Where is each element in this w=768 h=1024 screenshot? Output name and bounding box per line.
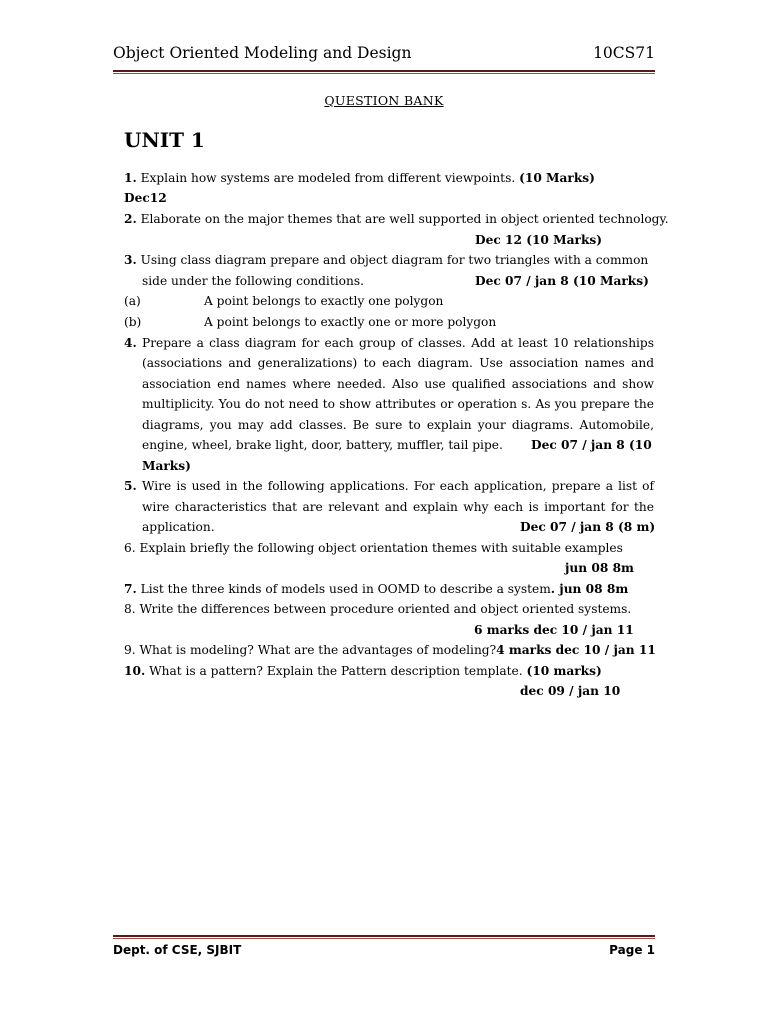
- unit-heading: UNIT 1: [124, 128, 205, 152]
- header-title: Object Oriented Modeling and Design: [113, 44, 412, 62]
- question-4-line-2: (associations and generalizations) to each diagram. Use association names and: [142, 356, 654, 370]
- question-text: What is a pattern? Explain the Pattern description template.: [149, 664, 523, 678]
- question-9: [124, 640, 656, 660]
- question-4-line-3: association end names where needed. Also use qualified associations and show: [142, 377, 654, 391]
- question-5-line-3: application.: [142, 520, 215, 534]
- footer-department: Dept. of CSE, SJBIT: [113, 943, 242, 957]
- question-number: 10.: [124, 664, 146, 678]
- question-4-number: 4.: [124, 336, 137, 350]
- question-4-marks: Dec 07 / jan 8 (10: [531, 438, 652, 452]
- question-marks: (10 marks): [526, 664, 602, 678]
- question-10: [124, 661, 602, 681]
- question-4-line-5: diagrams, you may add classes. Be sure to explain your diagrams. Automobile,: [142, 418, 654, 432]
- question-2-marks: Dec 12 (10 Marks): [475, 233, 603, 247]
- question-2: [124, 209, 669, 229]
- question-text: Using class diagram prepare and object diagram for two triangles with a common: [140, 253, 649, 267]
- page-header: [113, 44, 655, 70]
- question-3-line-2: side under the following conditions.: [142, 274, 364, 288]
- question-number: 8.: [124, 602, 136, 616]
- question-5-line-1: Wire is used in the following applications. For each application, prepare a list of: [142, 479, 654, 493]
- question-3-marks: Dec 07 / jan 8 (10 Marks): [475, 274, 649, 288]
- question-text: List the three kinds of models used in OOMD to describe a system: [140, 582, 551, 596]
- question-3-option-a: A point belongs to exactly one polygon: [204, 294, 444, 308]
- question-text: What is modeling? What are the advantages of modeling?: [139, 643, 497, 657]
- question-number: 6.: [124, 541, 136, 555]
- question-number: 9.: [124, 643, 136, 657]
- question-marks: . jun 08 8m: [550, 582, 629, 596]
- question-3-option-b: A point belongs to exactly one or more polygon: [204, 315, 497, 329]
- header-rule-thin: [113, 73, 655, 74]
- question-text: Explain how systems are modeled from different viewpoints.: [140, 171, 516, 185]
- question-4-line-1: Prepare a class diagram for each group of classes. Add at least 10 relationships: [142, 336, 654, 350]
- question-5-marks: Dec 07 / jan 8 (8 m): [520, 520, 656, 534]
- header-rule: [113, 70, 655, 72]
- question-5-number: 5.: [124, 479, 137, 493]
- question-3: [124, 250, 648, 270]
- question-6: [124, 538, 623, 558]
- footer-rule-thin: [113, 938, 655, 939]
- question-text: Elaborate on the major themes that are well supported in object oriented technology.: [140, 212, 669, 226]
- question-marks: (10 Marks): [519, 171, 595, 185]
- question-1: [124, 168, 595, 188]
- question-number: 2.: [124, 212, 137, 226]
- footer-rule: [113, 935, 655, 937]
- question-1-date: Dec12: [124, 191, 167, 205]
- question-7: [124, 579, 628, 599]
- question-number: 3.: [124, 253, 137, 267]
- question-marks: 4 marks dec 10 / jan 11: [496, 643, 656, 657]
- question-4-line-6: engine, wheel, brake light, door, battery, muffler, tail pipe.: [142, 438, 503, 452]
- question-3-option-b-label: (b): [124, 315, 142, 329]
- header-course-code: 10CS71: [593, 44, 655, 62]
- question-6-marks: jun 08 8m: [565, 561, 634, 575]
- question-number: 1.: [124, 171, 137, 185]
- question-8: [124, 599, 631, 619]
- question-10-date: dec 09 / jan 10: [520, 684, 621, 698]
- question-5-line-2: wire characteristics that are relevant and explain why each is important for the: [142, 500, 654, 514]
- question-text: Explain briefly the following object orientation themes with suitable examples: [139, 541, 623, 555]
- question-4-line-4: multiplicity. You do not need to show attributes or operation s. As you prepare the: [142, 397, 654, 411]
- question-8-marks: 6 marks dec 10 / jan 11: [474, 623, 634, 637]
- question-text: Write the differences between procedure oriented and object oriented systems.: [139, 602, 632, 616]
- question-4-marks-cont: Marks): [142, 459, 191, 473]
- doc-title: QUESTION BANK: [324, 93, 444, 108]
- footer-page-number: Page 1: [609, 943, 655, 957]
- question-3-option-a-label: (a): [124, 294, 141, 308]
- question-number: 7.: [124, 582, 137, 596]
